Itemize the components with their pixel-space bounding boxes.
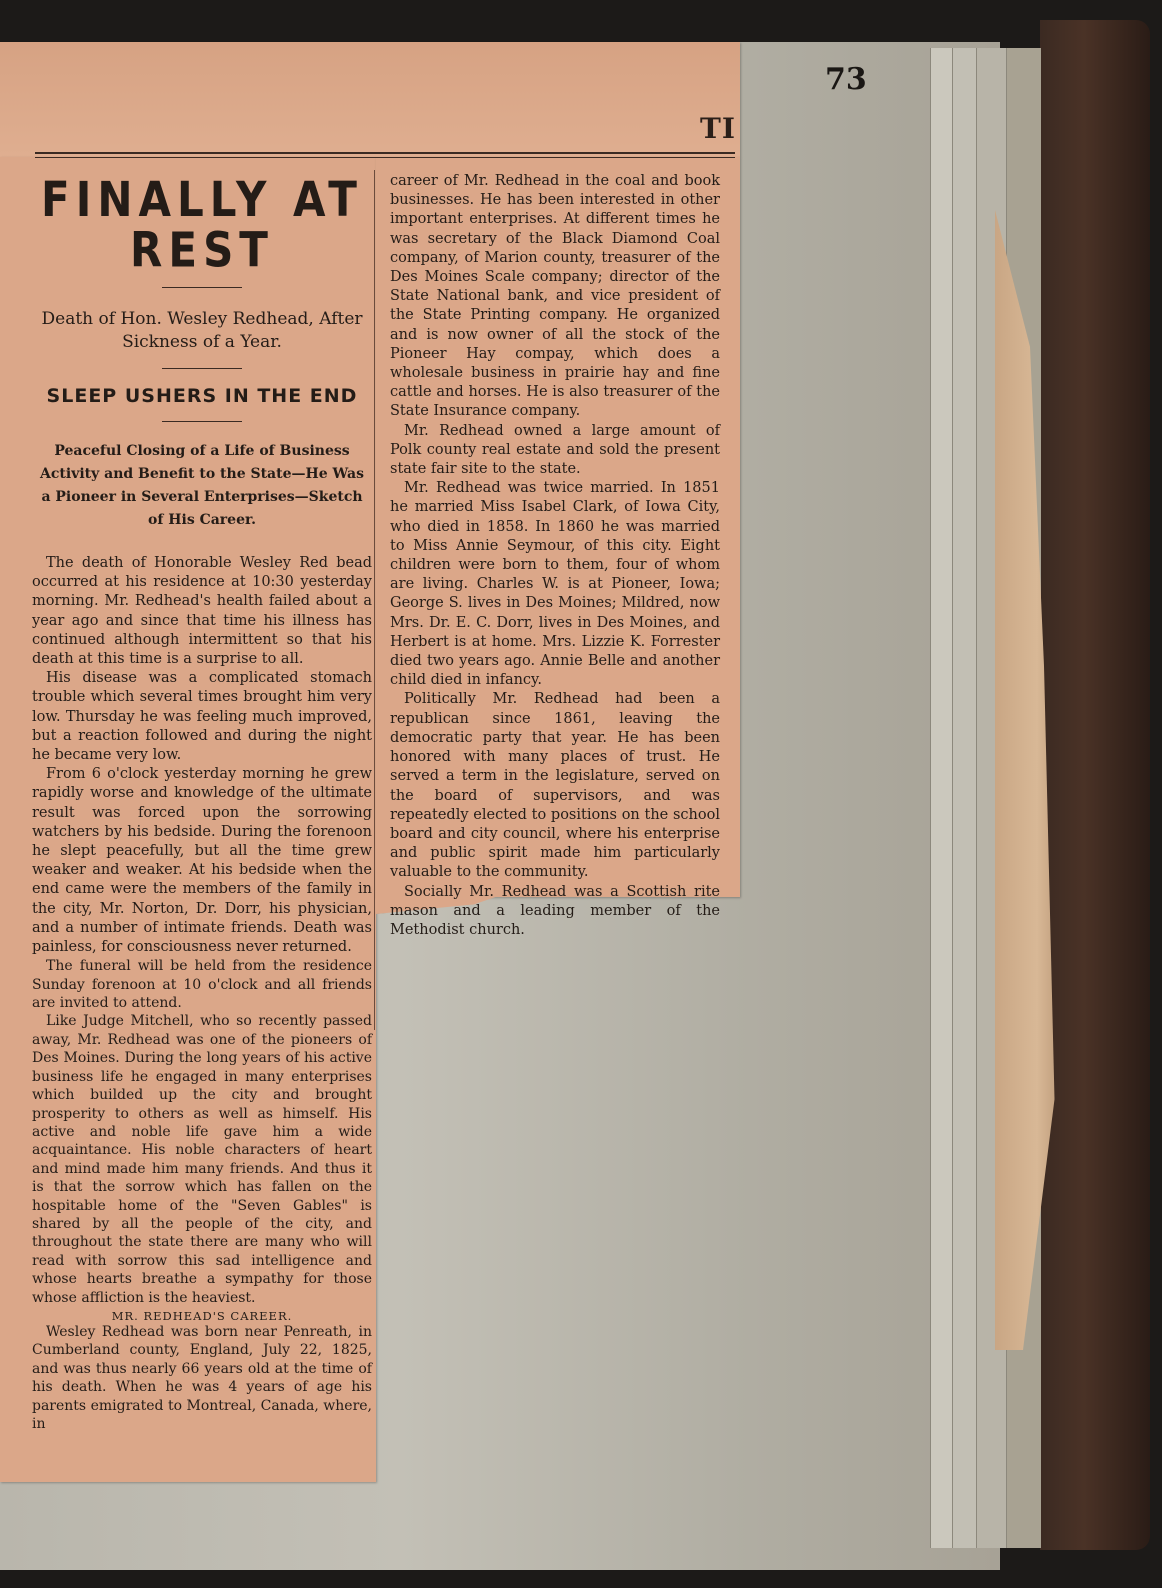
article-left-column (32, 165, 372, 1433)
article-right-column (390, 172, 720, 940)
page-edge (952, 48, 977, 1548)
article-paragraph: Mr. Redhead was twice married. In 1851 he married Miss Isabel Clark, of Iowa City, who died in 1858. In 1860 he was married to Miss Annie Seymour, of this city. Eight children were born to them, four of whom are living. Charles W. is at Pioneer, Iowa; George S. lives in Des Moines; Mildred, now Mrs. Dr. E. C. Dorr, lives in Des Moines, and Herbert is at home. Mrs. Lizzie K. Forrester died two years ago. Annie Belle and another child died in infancy. (390, 480, 720, 689)
article-paragraph: Wesley Redhead was born near Penreath, in Cumberland county, England, July 22, 1825, and was thus nearly 66 years old at the time of his death. When he was 4 years of age his parents emigrated to Montreal, Canada, where, in (32, 1323, 372, 1433)
section-heading: MR. REDHEAD'S CAREER. (111, 1308, 293, 1323)
article-paragraph: Socially Mr. Redhead was a Scottish rite mason and a leading member of the Methodist church. (390, 883, 720, 938)
subheadline: SLEEP USHERS IN THE END (46, 385, 358, 407)
article-paragraph: Politically Mr. Redhead had been a republican since 1861, leaving the democratic party that year. He has been honored with many places of trust. He served a term in the legislature, served on the board of supervisors, and was repeatedly elected to positions on the school board and city council, where his enterprise and public spirit made him particularly valuable to the community. (390, 691, 720, 881)
book-cover-edge (1040, 20, 1150, 1550)
article-paragraph: The funeral will be held from the residence Sunday forenoon at 10 o'clock and all friends are invited to attend. (32, 958, 372, 1012)
article-paragraph: His disease was a complicated stomach trouble which several times brought him very low. Thursday he was feeling much improved, but a reaction followed and during the night he became very low. (32, 670, 372, 764)
divider (162, 421, 242, 422)
article-paragraph: From 6 o'clock yesterday morning he grew rapidly worse and knowledge of the ultimate result was forced upon the sorrowing watchers by his bedside. During the forenoon he slept peacefully, but all the time grew weaker and weaker. At his bedside when the end came were the members of the family in the city, Mr. Norton, Dr. Dorr, his physician, and a number of intimate friends. Death was painless, for consciousness never returned. (32, 766, 372, 956)
page-edge (930, 48, 953, 1548)
column-rule (35, 152, 735, 158)
divider (162, 287, 242, 288)
article-paragraph: Like Judge Mitchell, who so recently passed away, Mr. Redhead was one of the pioneers of Des Moines. During the long years of his active business life he engaged in many enterprises which builded up the city and brought prosperity to others as well as himself. His active and noble life gave him a wide acquaintance. His noble characters of heart and mind made him many friends. And thus it is that the sorrow which has fallen on the hospitable home of the "Seven Gables" is shared by all the people of the city, and throughout the state there are many who will read with sorrow this sad intelligence and whose hearts breathe a sympathy for those whose affliction is the heaviest. (32, 1013, 372, 1306)
column-divider (374, 170, 375, 1030)
article-paragraph: The death of Honorable Wesley Red bead occurred at his residence at 10:30 yesterday morning. Mr. Redhead's health failed about a year ago and since that time his illness has continued although intermittent so that his death at this time is a surprise to all. (32, 555, 372, 668)
clipping-header-strip (0, 42, 740, 157)
deck: Death of Hon. Wesley Redhead, After Sickness of a Year. (41, 309, 363, 352)
article-paragraph: career of Mr. Redhead in the coal and book businesses. He has been interested in other important enterprises. At different times he was secretary of the Black Diamond Coal company, of Marion county, treasurer of the Des Moines Scale company; director of the State National bank, and vice president of the State Printing company. He organized and is now owner of all the stock of the Pioneer Hay compay, which does a wholesale business in prairie hay and fine cattle and horses. He is also treasurer of the State Insurance company. (390, 173, 720, 420)
headline: FINALLY AT REST (41, 170, 363, 278)
divider (162, 368, 242, 369)
page-number: 73 (825, 62, 867, 97)
secondary-deck: Peaceful Closing of a Life of Business Activity and Benefit to the State—He Was a Pioneer in Several Enterprises—Sketch of His Career. (40, 443, 364, 528)
article-paragraph: Mr. Redhead owned a large amount of Polk county real estate and sold the present state fair site to the state. (390, 422, 720, 478)
masthead-fragment: TI (700, 112, 736, 145)
